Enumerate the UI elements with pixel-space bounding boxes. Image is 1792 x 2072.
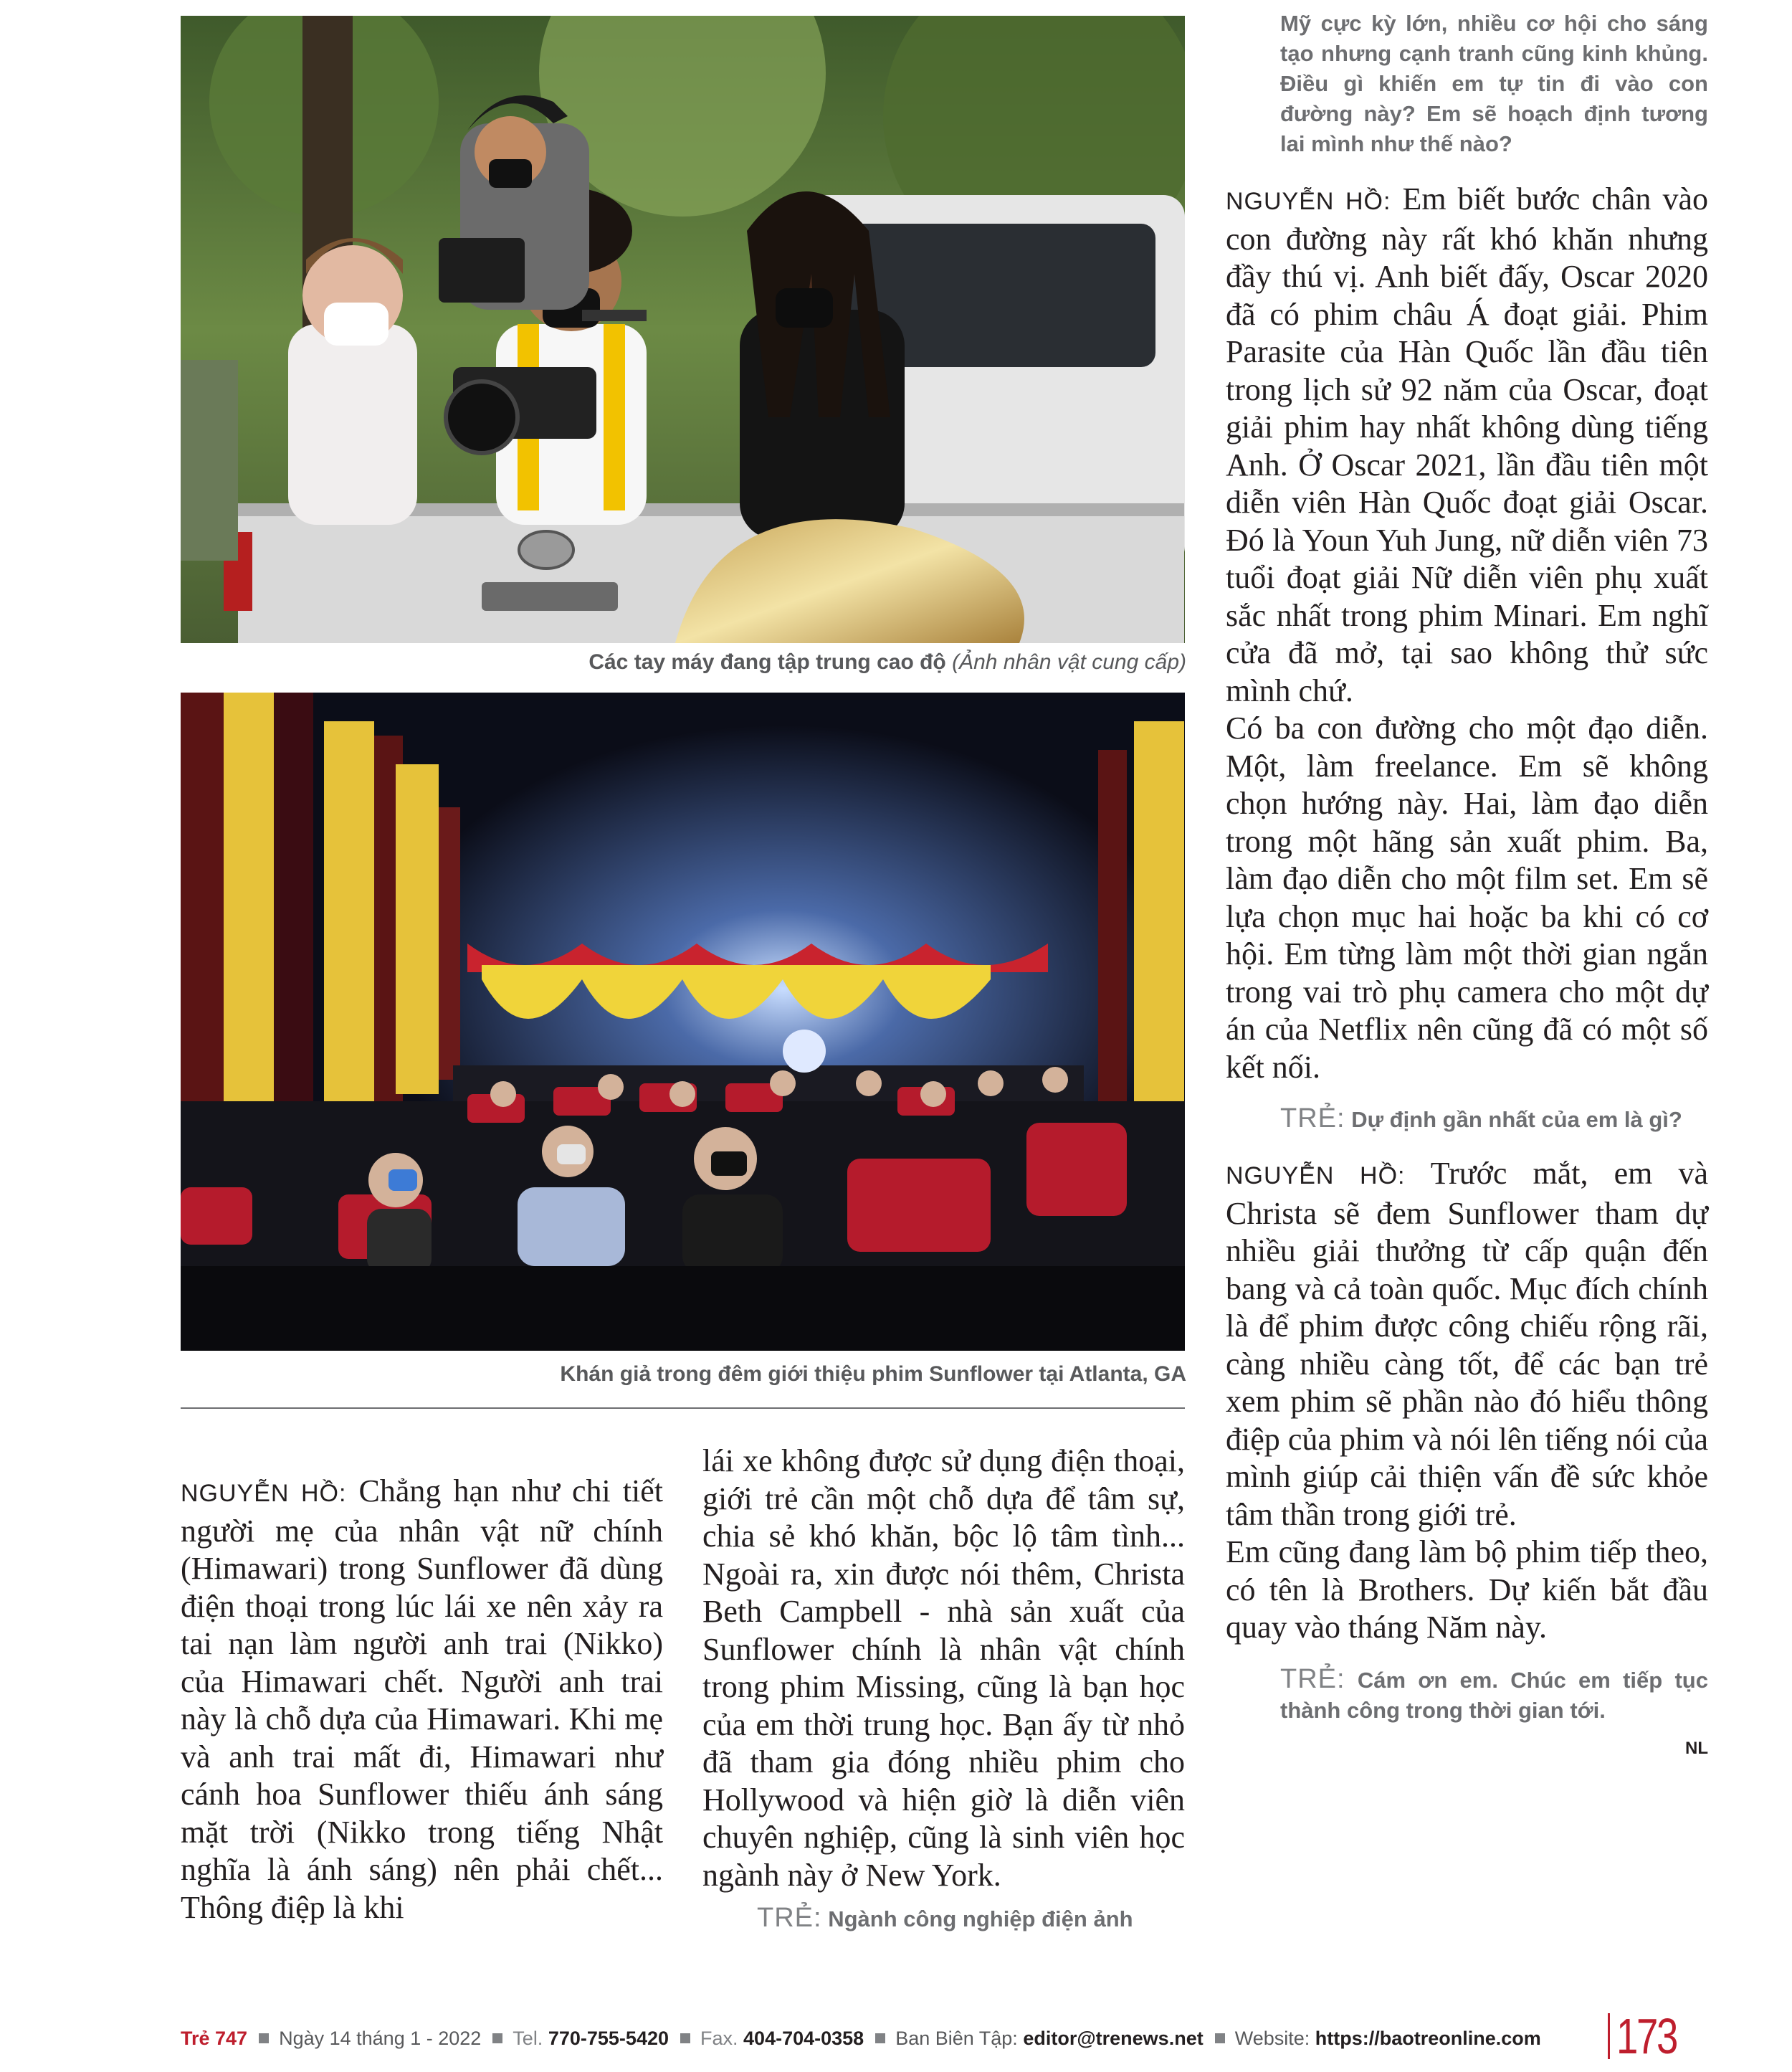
answer-paragraph <box>1226 1534 1708 1647</box>
question-label: TRẺ: <box>1280 1663 1345 1694</box>
answer-text: Có ba con đường cho một đạo diễn. Một, làm freelance. Em sẽ không chọn hướng này. Hai, làm đạo diễn trong một hãng sản xuất phim. Ba, làm đạo diễn cho một film set. Em sẽ lựa chọn mục hai hoặc ba khi có cơ hội. Em từng làm một thời gian ngắn trong vai trò phụ camera cho một dự án của Netflix nên cũng đã có một số kết nối. <box>1226 711 1708 1085</box>
question-text: Dự định gần nhất của em là gì? <box>1351 1107 1682 1132</box>
separator-square-icon <box>1215 2033 1225 2043</box>
answer-text: lái xe không được sử dụng điện thoại, giới trẻ cần một chỗ dựa để tâm sự, chia sẻ khó khăn, bộc lộ tâm tình... Ngoài ra, xin được nói thêm, Christa Beth Campbell - nhà sản xuất của Sunflower chính là nhân vật chính trong phim Missing, cũng là bạn học của em thời trung học. Bạn ấy từ nhỏ đã tham gia đóng nhiều phim cho Hollywood và hiện giờ là diễn viên chuyên nghiệp, cũng là sinh viên học ngành này ở New York. <box>702 1443 1185 1893</box>
separator-square-icon <box>259 2033 269 2043</box>
question-paragraph <box>1280 9 1708 159</box>
separator-square-icon <box>492 2033 502 2043</box>
camera-crew-photo <box>181 16 1185 643</box>
right-column <box>1226 9 1708 1776</box>
answer-text: Trước mắt, em và Christa sẽ đem Sunflower tham dự nhiều giải thưởng từ cấp quận đến bang và cả toàn quốc. Mục đích chính là để phim được công chiếu rộng rãi, càng nhiều càng tốt, để các bạn trẻ xem phim sẽ phần nào đó hiểu thông điệp của phim và nói lên tiếng nói của mình giúp cải thiện vấn đề sức khỏe tâm thần trong giới trẻ. <box>1226 1156 1708 1532</box>
speaker-label: NGUYỄN HỒ: <box>1226 188 1391 215</box>
answer-paragraph <box>1226 710 1708 1086</box>
page-number-divider <box>1608 2013 1610 2059</box>
middle-column <box>702 1443 1185 1934</box>
answer-paragraph <box>1226 181 1708 710</box>
separator-square-icon <box>680 2033 690 2043</box>
editor-label: Ban Biên Tập: <box>895 2027 1018 2049</box>
speaker-label: NGUYỄN HỒ: <box>181 1480 347 1507</box>
page-footer <box>181 2020 1686 2056</box>
website-label: Website: <box>1234 2027 1310 2049</box>
question-text: Ngành công nghiệp điện ảnh <box>828 1906 1133 1931</box>
section-divider <box>181 1407 1185 1409</box>
caption-text: Các tay máy đang tập trung cao độ <box>588 650 946 674</box>
photo-caption-2 <box>560 1362 1186 1387</box>
question-text: Cám ơn em. Chúc em tiếp tục thành công trong thời gian tới. <box>1280 1667 1708 1723</box>
answer-text: Em cũng đang làm bộ phim tiếp theo, có tên là Brothers. Dự kiến bắt đầu quay vào tháng Năm này. <box>1226 1534 1708 1645</box>
question-label: TRẺ: <box>757 1903 822 1933</box>
left-column <box>181 1473 663 1926</box>
issue-date: Ngày 14 tháng 1 - 2022 <box>279 2027 482 2049</box>
theater-audience-photo <box>181 693 1185 1351</box>
answer-text: Chẳng hạn như chi tiết người mẹ của nhân vật nữ chính (Himawari) trong Sunflower đã dùng điện thoại trong lúc lái xe nên xảy ra tai nạn làm người anh trai (Nikko) của Himawari chết. Người anh trai này là chỗ dựa của Himawari. Khi mẹ và anh trai mất đi, Himawari như cánh hoa Sunflower thiếu ánh sáng mặt trời (Nikko trong tiếng Nhật nghĩa là ánh sáng) nên phải chết... Thông điệp là khi <box>181 1473 664 1925</box>
caption-credit: (Ảnh nhân vật cung cấp) <box>952 650 1186 674</box>
fax-number: 404-704-0358 <box>743 2027 864 2049</box>
answer-paragraph <box>702 1443 1185 1894</box>
answer-paragraph <box>1226 1155 1708 1534</box>
tel-number: 770-755-5420 <box>548 2027 669 2049</box>
page-number: 173 <box>1616 2008 1677 2064</box>
fax-label: Fax. <box>700 2027 738 2049</box>
question-label: TRẺ: <box>1280 1103 1345 1134</box>
question-paragraph <box>1280 1664 1708 1726</box>
caption-text: Khán giả trong đêm giới thiệu phim Sunflower tại Atlanta, GA <box>560 1362 1186 1386</box>
question-paragraph <box>1280 1103 1708 1135</box>
author-signature: NL <box>1685 1738 1708 1758</box>
answer-text: Em biết bước chân vào con đường này rất khó khăn nhưng đầy thú vị. Anh biết đấy, Oscar 2020 đã có phim châu Á đoạt giải. Phim Parasite của Hàn Quốc lần đầu tiên trong lịch sử 92 năm của Oscar, đoạt giải phim hay nhất không dùng tiếng Anh. Ở Oscar 2021, lần đầu tiên một diễn viên Hàn Quốc đoạt giải Oscar. Đó là Youn Yuh Jung, nữ diễn viên 73 tuổi đoạt giải Nữ diễn viên phụ xuất sắc nhất trong phim Minari. Em nghĩ cửa đã mở, tại sao không thử sức mình chứ. <box>1226 181 1709 708</box>
answer-paragraph <box>181 1473 663 1926</box>
separator-square-icon <box>875 2033 885 2043</box>
magazine-issue: Trẻ 747 <box>181 2027 248 2049</box>
question-text: Mỹ cực kỳ lớn, nhiều cơ hội cho sáng tạo nhưng cạnh tranh cũng kinh khủng. Điều gì khiến em tự tin đi vào con đường này? Em sẽ hoạch định tương lai mình như thế nào? <box>1280 11 1708 156</box>
speaker-label: NGUYỄN HỒ: <box>1226 1162 1406 1189</box>
question-paragraph <box>757 1903 1185 1934</box>
website-link[interactable]: https://baotreonline.com <box>1315 2027 1541 2049</box>
photo-caption-1 <box>588 650 1186 675</box>
editor-email-link[interactable]: editor@trenews.net <box>1023 2027 1204 2049</box>
tel-label: Tel. <box>513 2027 543 2049</box>
